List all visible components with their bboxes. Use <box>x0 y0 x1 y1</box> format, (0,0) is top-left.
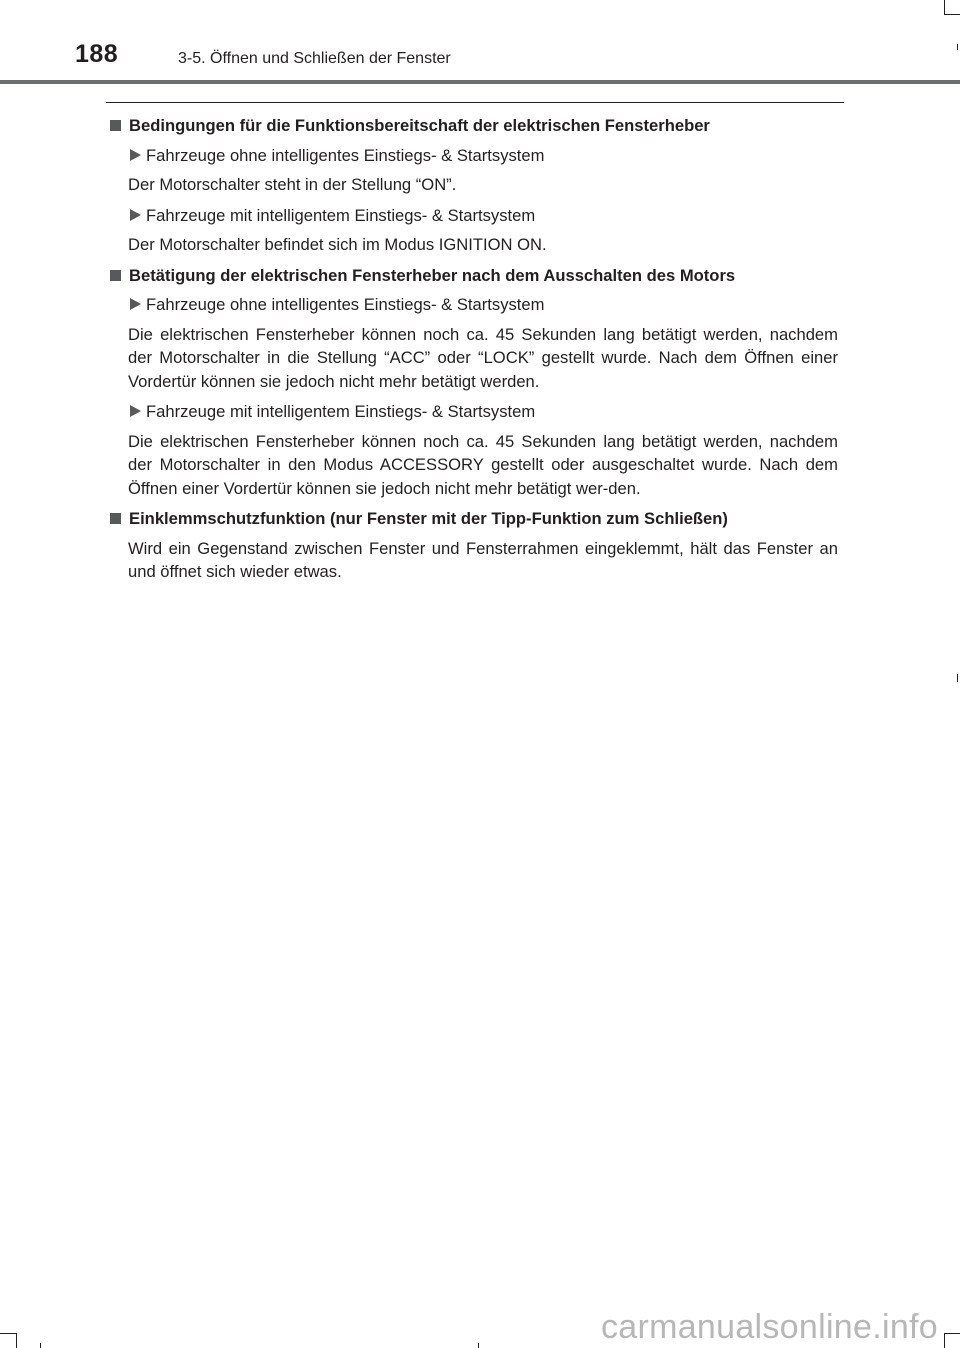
triangle-bullet-icon <box>130 405 141 417</box>
crop-mark <box>40 1343 41 1348</box>
square-bullet-icon <box>110 513 121 524</box>
square-bullet-icon <box>110 270 121 281</box>
crop-mark <box>944 14 960 15</box>
paragraph: Der Motorschalter steht in der Stellung “ON”. <box>128 175 457 194</box>
crop-mark <box>16 1333 17 1348</box>
bullet-item <box>130 293 838 317</box>
section-heading-text: Einklemmschutzfunktion (nur Fenster mit der Tipp-Funktion zum Schließen) <box>129 509 728 528</box>
triangle-bullet-icon <box>130 298 141 310</box>
bullet-item <box>130 400 838 424</box>
paragraph: Wird ein Gegenstand zwischen Fenster und Fensterrahmen eingeklemmt, hält das Fenster an und öffnet sich wieder etwas. <box>128 538 838 581</box>
triangle-bullet-icon <box>130 209 141 221</box>
bullet-text: Fahrzeuge mit intelligentem Einstiegs- & Startsystem <box>146 402 536 421</box>
header-bar <box>0 80 960 84</box>
crop-mark <box>957 44 958 50</box>
paragraph: Die elektrischen Fensterheber können noch ca. 45 Sekunden lang betätigt werden, nachdem der Motorschalter in den Modus ACCESSORY gestellt oder ausgeschaltet wurde. Nach dem Öffnen einer Vordertür können sie jedoch nicht mehr betätigt wer-den. <box>128 431 838 498</box>
crop-mark <box>0 1333 16 1334</box>
watermark: carmanualsonline.info <box>600 1308 938 1346</box>
bullet-text: Fahrzeuge mit intelligentem Einstiegs- & Startsystem <box>146 205 536 225</box>
crop-mark <box>944 1333 945 1348</box>
crop-mark <box>944 0 945 14</box>
section-heading <box>108 264 838 288</box>
bullet-item <box>130 204 838 228</box>
bullet-text: Fahrzeuge ohne intelligentes Einstiegs- & Startsystem <box>146 295 545 314</box>
crop-mark <box>957 674 958 682</box>
bullet-item <box>130 144 838 168</box>
triangle-bullet-icon <box>130 149 141 161</box>
crop-mark <box>478 1343 479 1348</box>
page-header-title: 3-5. Öffnen und Schließen der Fenster <box>178 50 451 67</box>
paragraph: Der Motorschalter befindet sich im Modus IGNITION ON. <box>128 235 547 254</box>
crop-mark <box>944 1333 960 1334</box>
content <box>108 114 838 591</box>
section-heading-text: Betätigung der elektrischen Fensterheber nach dem Ausschalten des Motors <box>129 265 736 285</box>
section-heading-text: Bedingungen für die Funktionsbereitschaft der elektrischen Fensterheber <box>129 116 710 135</box>
section-rule <box>106 102 844 103</box>
section-heading <box>108 507 838 531</box>
paragraph: Die elektrischen Fensterheber können noch ca. 45 Sekunden lang betätigt werden, nachdem der Motorschalter in die Stellung “ACC” oder “LOCK” gestellt wurde. Nach dem Öffnen einer Vordertür können sie jedoch nicht mehr betätigt werden. <box>128 324 838 391</box>
bullet-text: Fahrzeuge ohne intelligentes Einstiegs- & Startsystem <box>146 145 545 165</box>
page-number: 188 <box>75 40 119 68</box>
square-bullet-icon <box>110 120 121 131</box>
section-heading <box>108 114 838 138</box>
